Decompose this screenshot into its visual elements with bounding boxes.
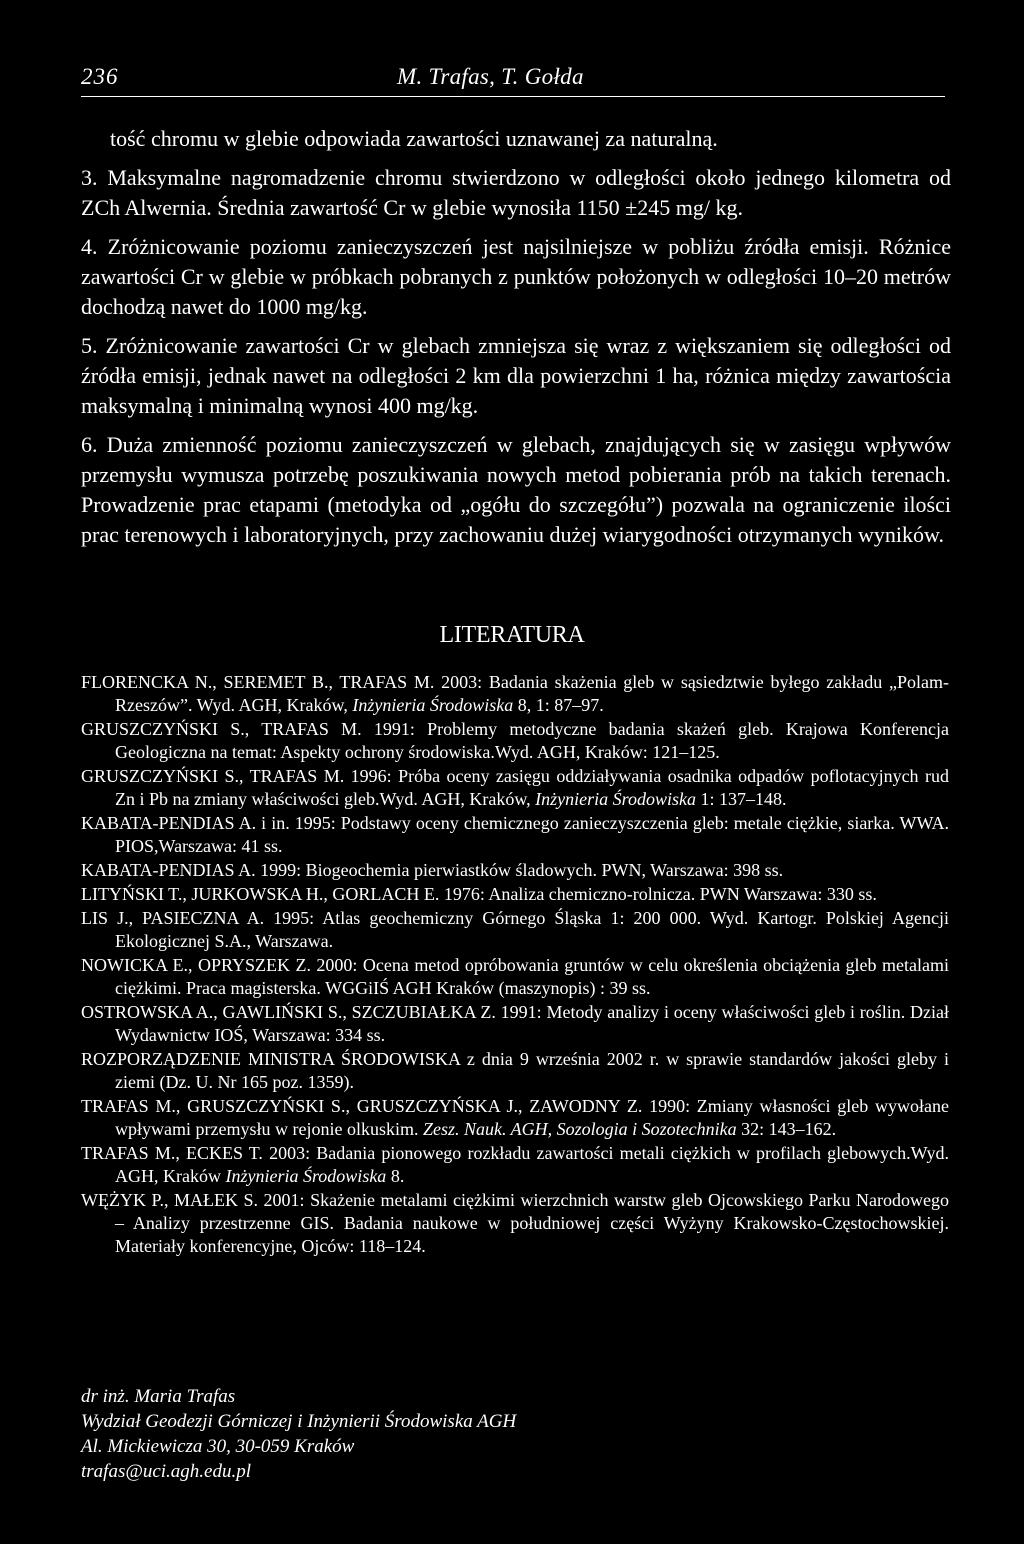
reference-entry bbox=[81, 954, 949, 1000]
reference-text: KABATA-PENDIAS A. i in. 1995: Podstawy oceny chemicznego zanieczyszczenia gleb: metale ciężkie, siarka. WWA. PIOS,Warszawa: 41 ss. bbox=[81, 813, 949, 856]
reference-journal: Inżynieria Środowiska bbox=[352, 695, 514, 715]
conclusion-text: Duża zmienność poziomu zanieczyszczeń w glebach, znajdujących się w zasięgu wpływów przemysłu wymusza potrzebę poszukiwania nowych metod pobierania prób na takich terenach. Prowadzenie prac etapami (metodyka od „ogółu do szczegółu”) pozwala na ograniczenie ilości prac terenowych i laboratoryjnych, przy zachowaniu dużej wiarygodności otrzymanych wyników. bbox=[81, 432, 952, 547]
conclusion-number: 5. bbox=[81, 333, 98, 358]
reference-text: ROZPORZĄDZENIE MINISTRA ŚRODOWISKA z dnia 9 września 2002 r. w sprawie standardów jakości gleby i ziemi (Dz. U. Nr 165 poz. 1359). bbox=[81, 1049, 949, 1092]
reference-tail: 1: 137–148. bbox=[696, 789, 787, 809]
reference-text: TRAFAS M., ECKES T. 2003: Badania pionowego rozkładu zawartości metali ciężkich w profilach glebowych.Wyd. AGH, Kraków bbox=[81, 1143, 949, 1186]
conclusion-text: Zróżnicowanie poziomu zanieczyszczeń jest najsilniejsze w pobliżu źródła emisji. Różnice zawartości Cr w glebie w próbkach pobranych z punktów położonych w odległości 10–20 metrów dochodzą nawet do 1000 mg/kg. bbox=[81, 234, 951, 319]
reference-text: NOWICKA E., OPRYSZEK Z. 2000: Ocena metod opróbowania gruntów w celu określenia obciążenia gleb metalami ciężkimi. Praca magisterska. WGGiIŚ AGH Kraków (maszynopis) : 39 ss. bbox=[81, 955, 949, 998]
author-street: Al. Mickiewicza 30, 30-059 Kraków bbox=[81, 1436, 355, 1457]
reference-entry bbox=[81, 1142, 949, 1188]
reference-text: GRUSZCZYŃSKI S., TRAFAS M. 1996: Próba oceny zasięgu oddziaływania osadnika odpadów poflotacyjnych rud Zn i Pb na zmiany właściwości gleb.Wyd. AGH, Kraków, bbox=[81, 766, 949, 809]
reference-journal: Inżynieria Środowiska bbox=[535, 789, 696, 809]
conclusion-text: Zróżnicowanie zawartości Cr w glebach zmniejsza się wraz z większaniem się odległości od źródła emisji, jednak nawet na odległości 2 km dla powierzchni 1 ha, różnica między zawartościa maksymalną i minimalną wynosi 400 mg/kg. bbox=[81, 333, 951, 418]
reference-entry bbox=[81, 907, 949, 953]
reference-text: LIS J., PASIECZNA A. 1995: Atlas geochemiczny Górnego Śląska 1: 200 000. Wyd. Kartogr. Polskiej Agencji Ekologicznej S.A., Warszawa. bbox=[81, 908, 949, 951]
conclusion-text: Maksymalne nagromadzenie chromu stwierdzono w odległości około jednego kilometra od ZCh Alwernia. Średnia zawartość Cr w glebie wynosiła 1150 ±245 mg/ kg. bbox=[81, 165, 952, 220]
reference-entry bbox=[81, 883, 949, 906]
reference-text: TRAFAS M., GRUSZCZYŃSKI S., GRUSZCZYŃSKA J., ZAWODNY Z. 1990: Zmiany własności gleb wywołane wpływami przemysłu w rejonie olkuskim. bbox=[81, 1096, 949, 1139]
reference-text: LITYŃSKI T., JURKOWSKA H., GORLACH E. 1976: Analiza chemiczno-rolnicza. PWN Warszawa: 330 ss. bbox=[81, 884, 877, 904]
conclusion-number: 4. bbox=[81, 234, 98, 259]
reference-tail: 32: 143–162. bbox=[736, 1119, 837, 1139]
conclusion-number: 3. bbox=[81, 165, 98, 190]
reference-journal: Zesz. Nauk. AGH, Sozologia i Sozotechnika bbox=[422, 1119, 737, 1139]
reference-entry bbox=[81, 671, 949, 717]
reference-tail: 8, 1: 87–97. bbox=[513, 695, 604, 715]
reference-text: FLORENCKA N., SEREMET B., TRAFAS M. 2003: Badania skażenia gleb w sąsiedztwie byłego zakładu „Polam-Rzeszów”. Wyd. AGH, Kraków, bbox=[81, 672, 949, 715]
literature-heading: LITERATURA bbox=[439, 622, 585, 648]
reference-entry bbox=[81, 1048, 949, 1094]
conclusions-section bbox=[81, 124, 951, 550]
conclusion-number: 6. bbox=[81, 432, 98, 457]
page-header bbox=[81, 62, 945, 97]
reference-text: GRUSZCZYŃSKI S., TRAFAS M. 1991: Problemy metodyczne badania skażeń gleb. Krajowa Konferencja Geologiczna na temat: Aspekty ochrony środowiska.Wyd. AGH, Kraków: 121–125. bbox=[81, 719, 949, 762]
conclusion-continuation bbox=[81, 124, 951, 154]
reference-entry bbox=[81, 765, 949, 811]
reference-journal: Inżynieria Środowiska bbox=[225, 1166, 387, 1186]
conclusion-item-4 bbox=[81, 232, 951, 322]
page-number: 236 bbox=[81, 64, 119, 89]
author-name: dr inż. Maria Trafas bbox=[81, 1386, 236, 1407]
running-head: M. Trafas, T. Gołda bbox=[397, 64, 584, 89]
reference-entry bbox=[81, 1001, 949, 1047]
reference-text: WĘŻYK P., MAŁEK S. 2001: Skażenie metalami ciężkimi wierzchnich warstw gleb Ojcowskiego Parku Narodowego – Analizy przestrzenne GIS. Badania naukowe w południowej części Wyżyny Krakowsko-Częstochowskiej. Materiały konferencyjne, Ojców: 118–124. bbox=[81, 1190, 949, 1256]
author-department: Wydział Geodezji Górniczej i Inżynierii Środowiska AGH bbox=[81, 1411, 517, 1432]
reference-text: OSTROWSKA A., GAWLIŃSKI S., SZCZUBIAŁKA Z. 1991: Metody analizy i oceny właściwości gleb i roślin. Dział Wydawnictw IOŚ, Warszawa: 334 ss. bbox=[81, 1002, 949, 1045]
reference-list bbox=[81, 671, 949, 1258]
conclusion-item-6 bbox=[81, 430, 951, 550]
reference-text: KABATA-PENDIAS A. 1999: Biogeochemia pierwiastków śladowych. PWN, Warszawa: 398 ss. bbox=[81, 860, 784, 880]
reference-entry bbox=[81, 1095, 949, 1141]
reference-entry bbox=[81, 1189, 949, 1258]
conclusion-item-3 bbox=[81, 163, 951, 223]
author-address bbox=[81, 1384, 781, 1484]
reference-entry bbox=[81, 859, 949, 882]
reference-entry bbox=[81, 812, 949, 858]
reference-entry bbox=[81, 718, 949, 764]
reference-tail: 8. bbox=[386, 1166, 405, 1186]
conclusion-item-5 bbox=[81, 331, 951, 421]
conclusion-text: tość chromu w glebie odpowiada zawartości uznawanej za naturalną. bbox=[110, 126, 718, 151]
author-email: trafas@uci.agh.edu.pl bbox=[81, 1461, 251, 1482]
